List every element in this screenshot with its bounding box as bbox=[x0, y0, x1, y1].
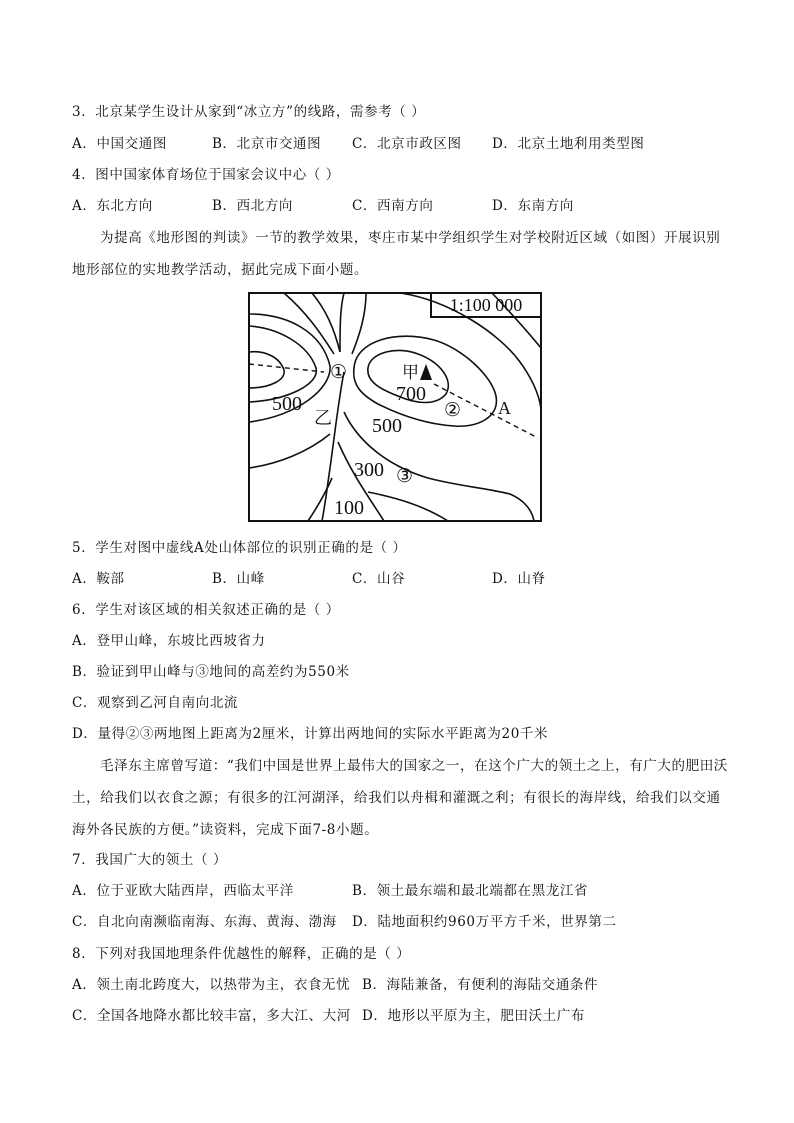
q6-option-b: B．验证到甲山峰与③地间的高差约为550米 bbox=[72, 664, 350, 680]
q5-option-c: C．山谷 bbox=[352, 571, 406, 587]
q7-option-a: A．位于亚欧大陆西岸，西临太平洋 bbox=[72, 883, 294, 899]
q8-stem: 8．下列对我国地理条件优越性的解释，正确的是（ ） bbox=[72, 946, 411, 962]
q7-options-row2 bbox=[72, 912, 732, 932]
q4-options bbox=[72, 196, 732, 216]
label-jia: 甲 bbox=[402, 363, 419, 382]
q6-option-a: A．登甲山峰，东坡比西坡省力 bbox=[72, 633, 266, 649]
q3-option-d: D．北京土地利用类型图 bbox=[492, 136, 645, 152]
label-300: 300 bbox=[354, 459, 384, 481]
label-100: 100 bbox=[334, 497, 364, 519]
q7-option-b: B．领土最东端和最北端都在黑龙江省 bbox=[352, 883, 589, 899]
q8-option-c: C．全国各地降水都比较丰富，多大江、大河 bbox=[72, 1008, 351, 1024]
label-marker-2: ② bbox=[444, 400, 462, 421]
contour-map bbox=[248, 292, 542, 522]
q3-option-a: A．中国交通图 bbox=[72, 136, 167, 152]
label-700: 700 bbox=[396, 383, 426, 405]
label-point-a: A bbox=[498, 398, 511, 418]
q4-option-d: D．东南方向 bbox=[492, 198, 574, 214]
label-500-left: 500 bbox=[272, 393, 302, 415]
q5-stem: 5．学生对图中虚线A处山体部位的识别正确的是（ ） bbox=[72, 540, 407, 556]
intro-paragraph-topographic: 为提高《地形图的判读》一节的教学效果，枣庄市某中学组织学生对学校附近区域（如图）开展识别地形部位的实地教学活动，据此完成下面小题。 bbox=[72, 230, 721, 278]
q8-options-row1 bbox=[72, 975, 732, 995]
q8-options-row2 bbox=[72, 1006, 732, 1026]
q6-option-c: C．观察到乙河自南向北流 bbox=[72, 695, 239, 711]
q4-option-a: A．东北方向 bbox=[72, 198, 153, 214]
intro-paragraph-mao-quote: 毛泽东主席曾写道：“我们中国是世界上最伟大的国家之一，在这个广大的领土之上，有广大的肥田沃土，给我们以衣食之源；有很多的江河湖泽，给我们以舟楫和灌溉之利；有很长的海岸线，给我们以交通海外各民族的方便。”读资料，完成下面7-8小题。 bbox=[72, 758, 728, 838]
label-yi: 乙 bbox=[314, 408, 332, 428]
q7-option-d: D．陆地面积约960万平方千米，世界第二 bbox=[352, 914, 617, 930]
q4-option-b: B．西北方向 bbox=[212, 198, 294, 214]
q3-option-b: B．北京市交通图 bbox=[212, 136, 322, 152]
q8-option-d: D．地形以平原为主，肥田沃土广布 bbox=[362, 1008, 585, 1024]
q5-option-d: D．山脊 bbox=[492, 571, 546, 587]
label-marker-1: ① bbox=[330, 362, 348, 383]
q4-stem: 4．图中国家体育场位于国家会议中心（ ） bbox=[72, 167, 340, 183]
q5-option-a: A．鞍部 bbox=[72, 571, 125, 587]
q5-options bbox=[72, 569, 732, 589]
q5-option-b: B．山峰 bbox=[212, 571, 265, 587]
q3-stem: 3．北京某学生设计从家到“冰立方”的线路，需参考（ ） bbox=[72, 104, 426, 120]
q7-stem: 7．我国广大的领土（ ） bbox=[72, 852, 228, 868]
q4-option-c: C．西南方向 bbox=[352, 198, 434, 214]
q3-options bbox=[72, 134, 732, 154]
q8-option-a: A．领土南北跨度大，以热带为主，衣食无忧 bbox=[72, 977, 351, 993]
map-scale: 1:100 000 bbox=[449, 295, 523, 315]
q7-option-c: C．自北向南濒临南海、东海、黄海、渤海 bbox=[72, 914, 337, 930]
q6-option-d: D．量得②③两地图上距离为2厘米，计算出两地间的实际水平距离为20千米 bbox=[72, 726, 549, 742]
q6-stem: 6．学生对该区域的相关叙述正确的是（ ） bbox=[72, 602, 340, 618]
q8-option-b: B．海陆兼备，有便利的海陆交通条件 bbox=[362, 977, 599, 993]
q3-option-c: C．北京市政区图 bbox=[352, 136, 462, 152]
label-marker-3: ③ bbox=[396, 466, 414, 487]
q7-options-row1 bbox=[72, 881, 732, 901]
label-500-center: 500 bbox=[372, 415, 402, 437]
